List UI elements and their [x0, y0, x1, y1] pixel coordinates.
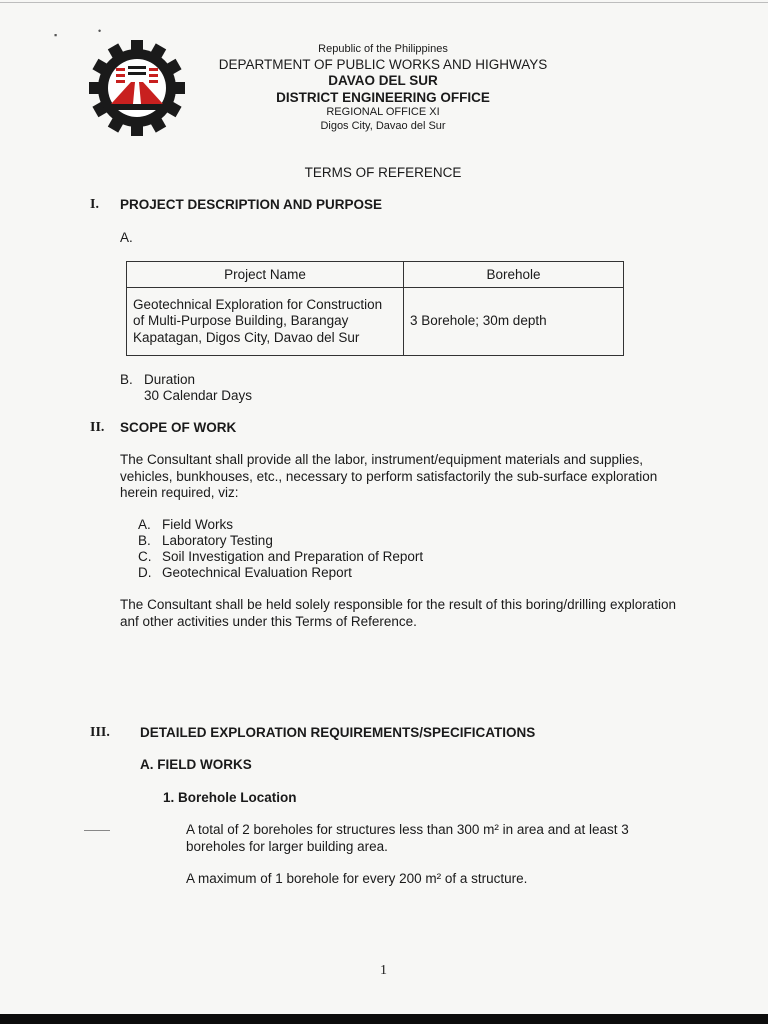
- scope-item-letter: A.: [138, 517, 151, 532]
- scan-speck: •: [98, 26, 102, 36]
- section-2-closing: The Consultant shall be held solely responsible for the result of this boring/drilling exploration anf other activities under this Terms of Reference.: [120, 597, 676, 629]
- section-3-numeral: III.: [90, 725, 110, 740]
- section-2-title: SCOPE OF WORK: [120, 420, 237, 435]
- section-1-sub-a: A.: [120, 230, 133, 245]
- table-header-project-name: Project Name: [127, 262, 404, 288]
- header-department: DEPARTMENT OF PUBLIC WORKS AND HIGHWAYS: [218, 57, 548, 72]
- table-cell-project-name: Geotechnical Exploration for Construction of Multi-Purpose Building, Barangay Kapatagan, Digos City, Davao del Sur: [127, 288, 404, 356]
- section-2-intro: The Consultant shall provide all the labor, instrument/equipment materials and supplies, vehicles, bunkhouses, etc., necessary to perform satisfactorily the sub-surface exploration herein required, viz:: [120, 452, 658, 500]
- section-1-duration-label: Duration: [144, 372, 196, 387]
- borehole-location-heading: 1. Borehole Location: [163, 790, 297, 805]
- page-number: 1: [380, 963, 387, 978]
- dpwh-gear-logo-icon: [88, 40, 186, 136]
- section-1-title: PROJECT DESCRIPTION AND PURPOSE: [120, 197, 383, 212]
- section-2-numeral: II.: [90, 420, 105, 435]
- borehole-paragraph-2: A maximum of 1 borehole for every 200 m² of a structure.: [186, 871, 528, 886]
- header-republic: Republic of the Philippines: [318, 43, 448, 55]
- scan-edge-line: [0, 2, 768, 3]
- table-row: [127, 288, 624, 356]
- doc-title: TERMS OF REFERENCE: [304, 165, 462, 180]
- scope-item-text: Field Works: [162, 517, 234, 532]
- scope-item-letter: D.: [138, 565, 152, 580]
- scan-speck: ▪: [54, 30, 58, 40]
- field-works-heading: A. FIELD WORKS: [140, 757, 252, 772]
- scope-item-text: Soil Investigation and Preparation of Report: [162, 549, 424, 564]
- section-1-numeral: I.: [90, 197, 99, 212]
- scope-item-text: Laboratory Testing: [162, 533, 273, 548]
- header-province: DAVAO DEL SUR: [328, 73, 438, 88]
- borehole-paragraph-1: A total of 2 boreholes for structures less than 300 m² in area and at least 3 boreholes for larger building area.: [186, 822, 629, 854]
- scan-bottom-edge: [0, 1014, 768, 1024]
- project-table: [126, 261, 624, 356]
- scope-item-letter: B.: [138, 533, 151, 548]
- header-regional: REGIONAL OFFICE XI: [326, 106, 440, 118]
- table-header-borehole: Borehole: [404, 262, 624, 288]
- table-cell-borehole: 3 Borehole; 30m depth: [404, 288, 624, 356]
- scan-mark: [84, 830, 110, 831]
- scope-item-letter: C.: [138, 549, 152, 564]
- scope-item-text: Geotechnical Evaluation Report: [162, 565, 352, 580]
- section-1-sub-b-letter: B.: [120, 372, 133, 387]
- table-header-row: [127, 262, 624, 288]
- section-1-duration-value: 30 Calendar Days: [144, 388, 253, 403]
- header-address: Digos City, Davao del Sur: [320, 120, 446, 132]
- section-3-title: DETAILED EXPLORATION REQUIREMENTS/SPECIFICATIONS: [140, 725, 536, 740]
- header-office: DISTRICT ENGINEERING OFFICE: [276, 90, 490, 105]
